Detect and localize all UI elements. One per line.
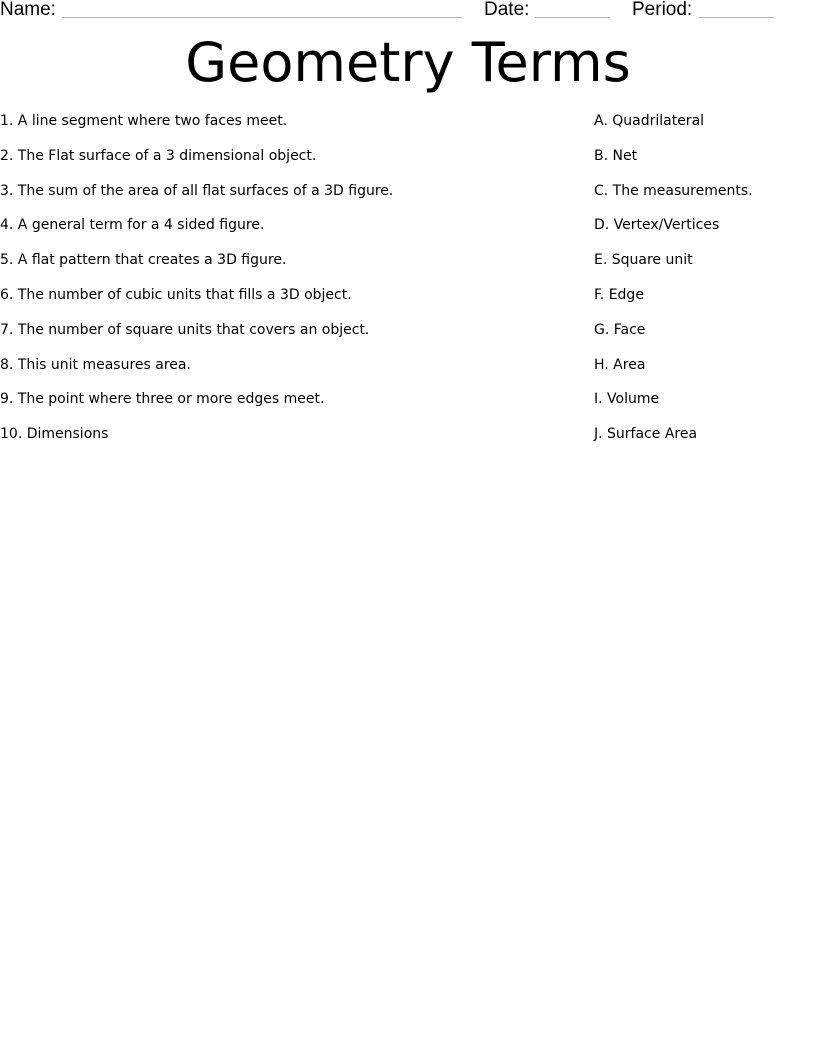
answer-item: H. Area [594, 356, 646, 373]
answer-item: B. Net [594, 147, 638, 164]
worksheet-header [0, 0, 816, 24]
answer-item: E. Square unit [594, 252, 693, 269]
answer-item: G. Face [594, 321, 646, 338]
date-label: Date: [484, 0, 530, 20]
answer-item: I. Volume [594, 391, 660, 408]
clue-item: 6. The number of cubic units that fills a 3D object. [0, 286, 352, 303]
clue-list [0, 111, 393, 459]
date-blank-line[interactable] [535, 17, 610, 18]
clue-item: 1. A line segment where two faces meet. [0, 113, 288, 129]
clue-item: 2. The Flat surface of a 3 dimensional object. [0, 147, 317, 164]
answer-item: J. Surface Area [594, 426, 698, 443]
answer-list [594, 111, 753, 459]
clue-item: 5. A flat pattern that creates a 3D figure. [0, 252, 287, 269]
period-label: Period: [632, 0, 693, 20]
answer-item: C. The measurements. [594, 182, 753, 199]
clue-item: 7. The number of square units that covers an object. [0, 321, 370, 338]
answer-item: F. Edge [594, 286, 644, 303]
clue-item: 8. This unit measures area. [0, 356, 191, 373]
clue-item: 10. Dimensions [0, 426, 109, 443]
clue-item: 9. The point where three or more edges meet. [0, 391, 325, 408]
clue-item: 4. A general term for a 4 sided figure. [0, 217, 265, 234]
worksheet-title: Geometry Terms [185, 31, 631, 94]
clue-item: 3. The sum of the area of all flat surfaces of a 3D figure. [0, 182, 394, 199]
answer-item: D. Vertex/Vertices [594, 217, 720, 234]
name-label: Name: [0, 0, 56, 20]
name-blank-line[interactable] [62, 17, 462, 18]
period-blank-line[interactable] [699, 17, 774, 18]
answer-item: A. Quadrilateral [594, 113, 705, 129]
